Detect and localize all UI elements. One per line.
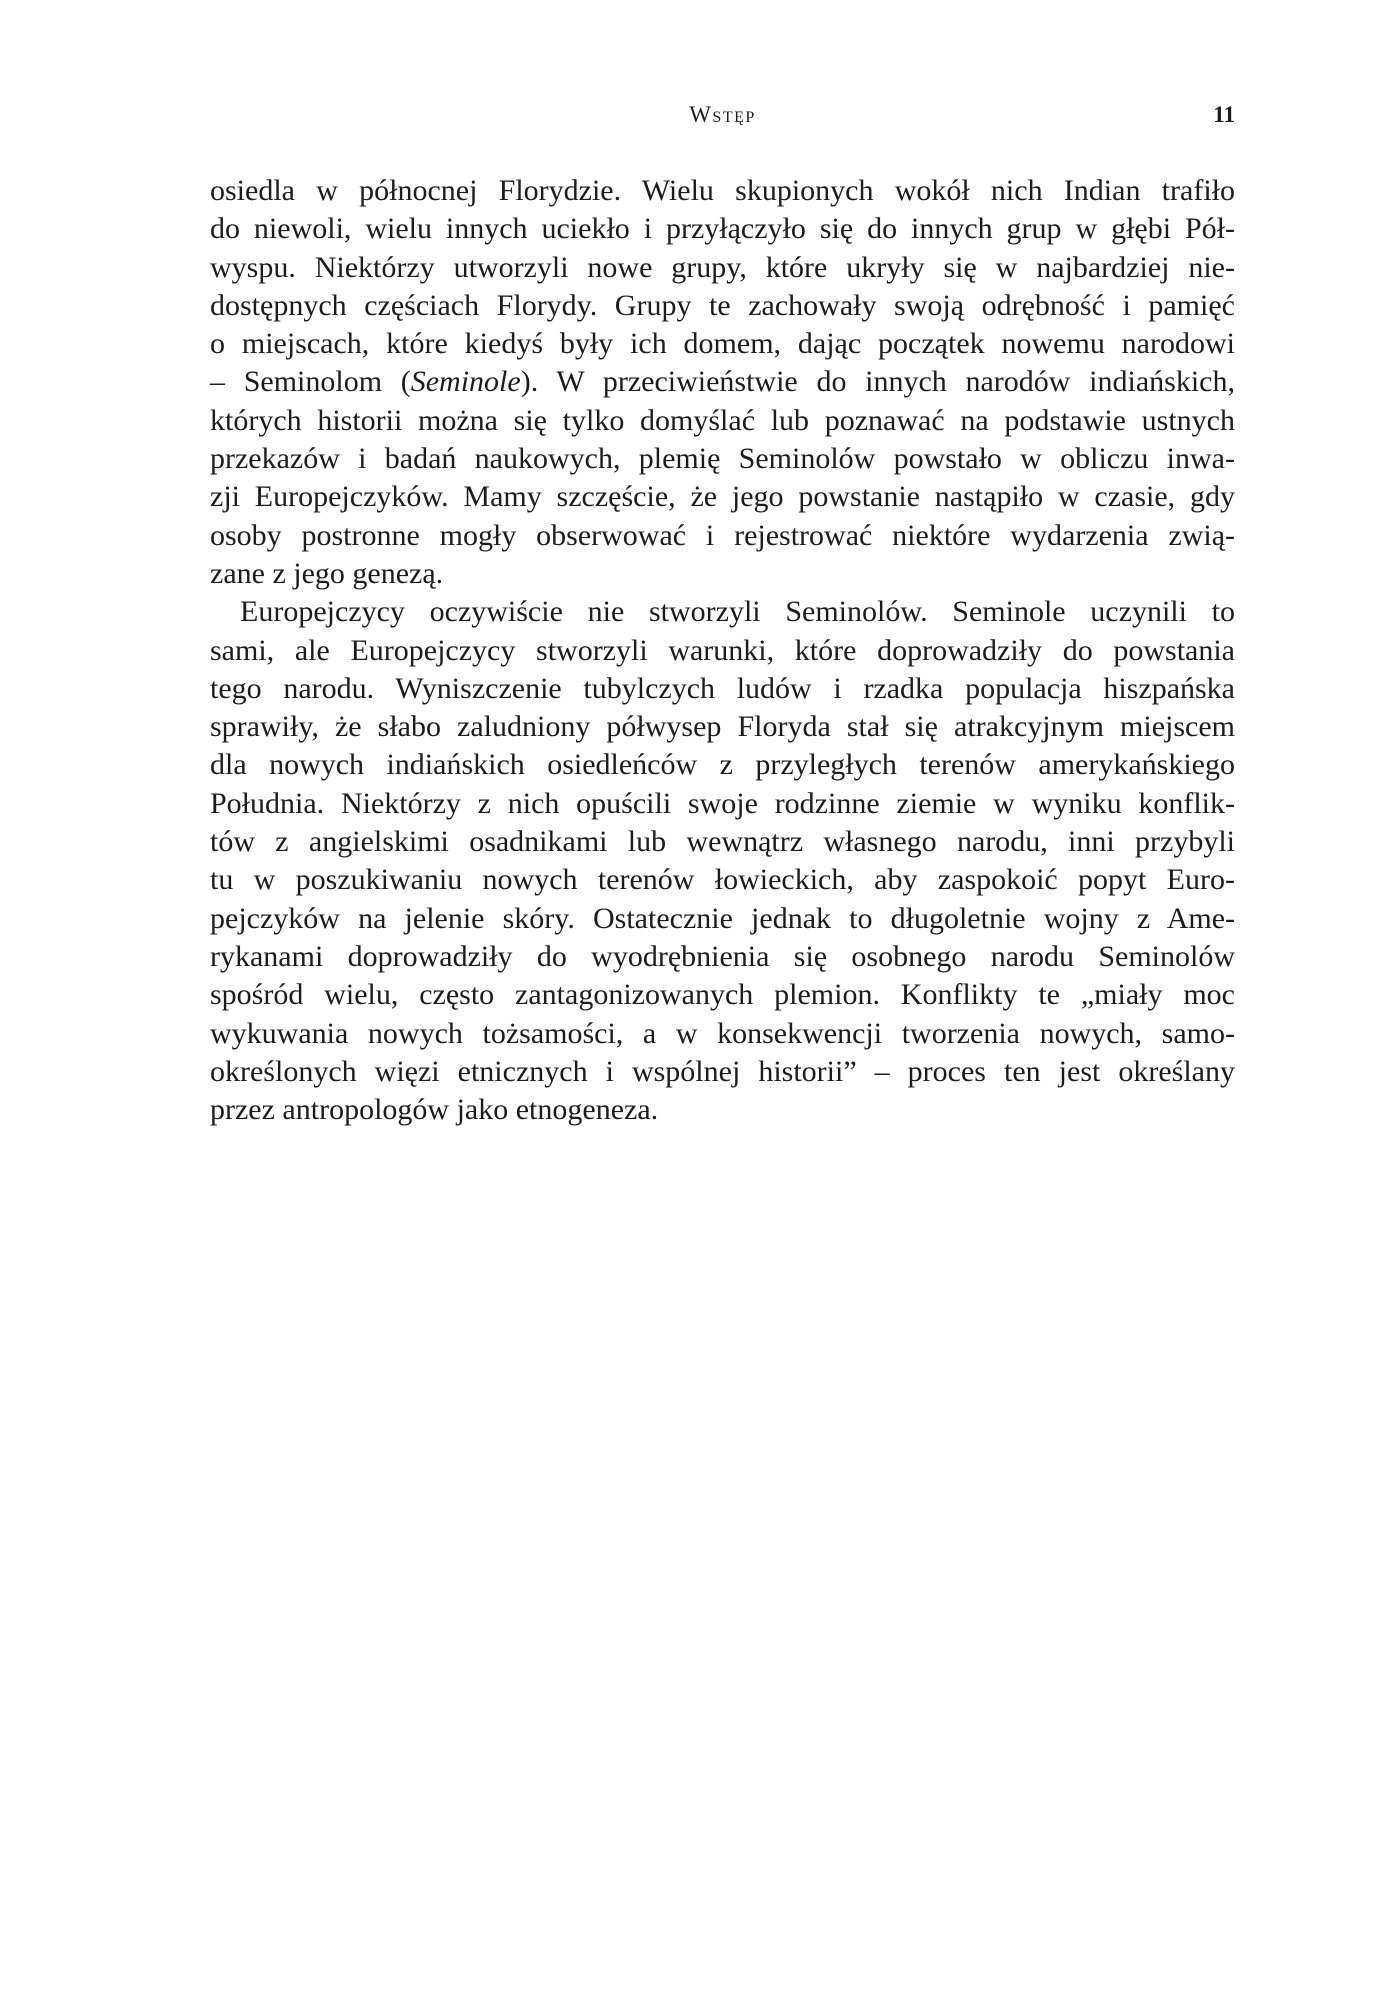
text-line: dostępnych częściach Florydy. Grupy te zachowały swoją odrębność i pamięć <box>210 288 1235 322</box>
text-line: tów z angielskimi osadnikami lub wewnątrz własnego narodu, inni przybyli <box>210 825 1235 859</box>
text-line <box>210 363 1235 401</box>
text-line: określonych więzi etnicznych i wspólnej historii” – proces ten jest określany <box>210 1054 1235 1088</box>
text-line: wyspu. Niektórzy utworzyli nowe grupy, które ukryły się w najbardziej nie- <box>210 250 1235 284</box>
text-line: których historii można się tylko domyślać lub poznawać na podstawie ustnych <box>210 403 1235 437</box>
text-line: osiedla w północnej Florydzie. Wielu skupionych wokół nich Indian trafiło <box>210 174 1235 207</box>
text-line: dla nowych indiańskich osiedleńców z przyległych terenów amerykańskiego <box>210 748 1235 782</box>
text-line: tego narodu. Wyniszczenie tubylczych ludów i rzadka populacja hiszpańska <box>210 671 1235 705</box>
text-line: o miejscach, które kiedyś były ich domem, dając początek nowemu narodowi <box>210 327 1235 361</box>
text-line: spośród wielu, często zantagonizowanych plemion. Konflikty te „miały moc <box>210 978 1235 1012</box>
italic-term: Seminole <box>410 365 521 399</box>
text-line: wykuwania nowych tożsamości, a w konsekwencji tworzenia nowych, samo- <box>210 1016 1235 1050</box>
text-segment: – Seminolom ( <box>210 365 411 399</box>
text-segment: ). W przeciwieństwie do innych narodów indiańskich, <box>520 365 1235 399</box>
text-line: pejczyków na jelenie skóry. Ostatecznie jednak to długoletnie wojny z Ame- <box>210 901 1235 935</box>
text-line: tu w poszukiwaniu nowych terenów łowieckich, aby zaspokoić popyt Euro- <box>210 863 1235 897</box>
text-line: przekazów i badań naukowych, plemię Seminolów powstało w obliczu inwa- <box>210 442 1235 476</box>
text-line: sami, ale Europejczycy stworzyli warunki, które doprowadziły do powstania <box>210 633 1235 667</box>
text-line: rykanami doprowadziły do wyodrębnienia się osobnego narodu Seminolów <box>210 939 1235 973</box>
text-line: sprawiły, że słabo zaludniony półwysep Floryda stał się atrakcyjnym miejscem <box>210 710 1235 744</box>
text-line: zji Europejczyków. Mamy szczęście, że jego powstanie nastąpiło w czasie, gdy <box>210 480 1235 514</box>
running-header <box>210 102 1235 132</box>
body-text <box>210 172 1235 1129</box>
text-line: Południa. Niektórzy z nich opuścili swoje rodzinne ziemie w wyniku konflik- <box>210 786 1235 820</box>
text-line: zane z jego genezą. <box>210 556 444 590</box>
chapter-title: Wstęp <box>689 102 756 127</box>
text-line: osoby postronne mogły obserwować i rejestrować niektóre wydarzenia zwią- <box>210 518 1235 552</box>
text-line: do niewoli, wielu innych uciekło i przyłączyło się do innych grup w głębi Pół- <box>210 212 1235 246</box>
page-number: 11 <box>1213 102 1235 127</box>
text-line: przez antropologów jako etnogeneza. <box>210 1093 659 1127</box>
text-line: Europejczycy oczywiście nie stworzyli Seminolów. Seminole uczynili to <box>240 595 1235 629</box>
